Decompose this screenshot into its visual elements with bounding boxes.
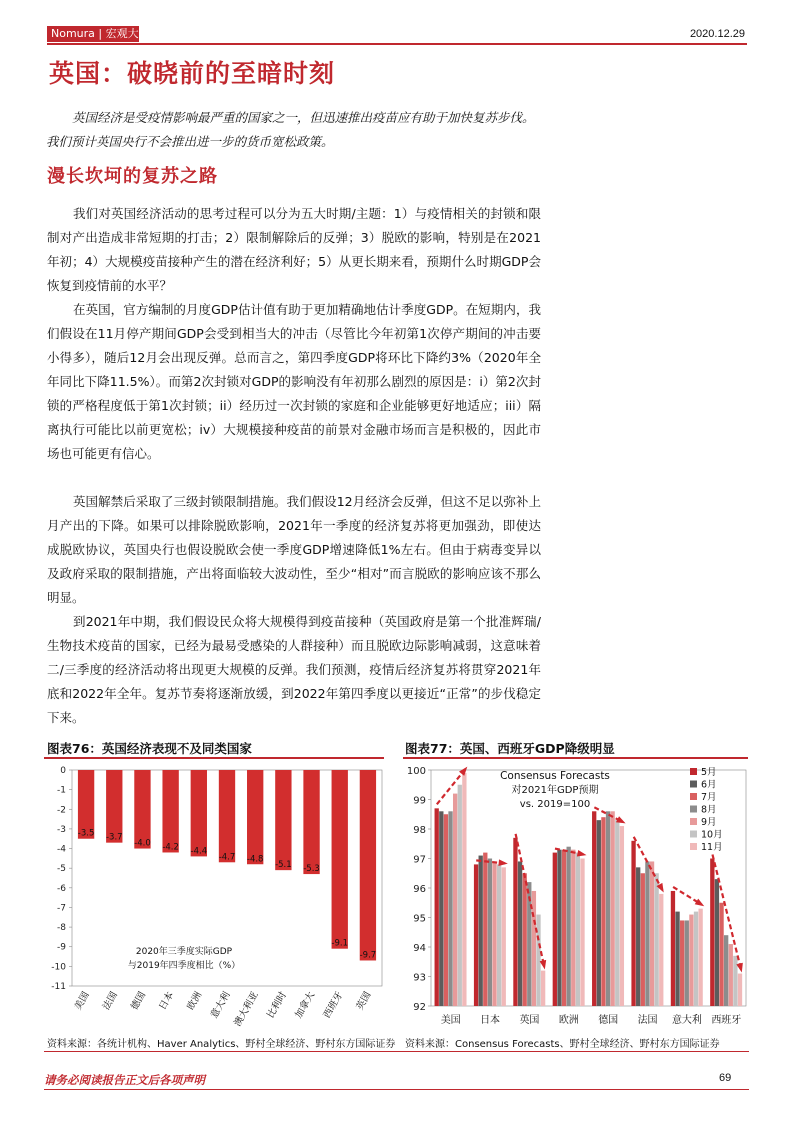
bar-法国-8月 xyxy=(645,861,649,1006)
bar-美国-7月 xyxy=(444,814,448,1006)
section-heading: 漫长坎坷的复苏之路 xyxy=(47,166,218,187)
x-tick-label: 加拿大 xyxy=(293,990,318,1021)
value-label: -5.1 xyxy=(275,860,292,871)
y-tick-label: 100 xyxy=(406,766,426,777)
y-tick-label: 99 xyxy=(413,795,426,807)
legend-swatch-11月 xyxy=(690,843,697,850)
figure76-title: 图表76：英国经济表现不及同类国家 xyxy=(47,741,252,756)
y-tick-label: 96 xyxy=(413,884,426,895)
bar-欧洲-11月 xyxy=(580,859,584,1007)
figure77-title: 图表77：英国、西班牙GDP降级明显 xyxy=(405,741,615,756)
y-tick-label: 92 xyxy=(413,1002,426,1013)
legend-label: 9月 xyxy=(701,817,717,828)
y-tick-label: -6 xyxy=(57,883,66,894)
x-tick-label: 欧洲 xyxy=(558,1015,579,1026)
bar-意大利-9月 xyxy=(689,915,693,1006)
bar-西班牙-7月 xyxy=(719,903,723,1006)
bar-西班牙-6月 xyxy=(715,879,719,1006)
figure76-chart xyxy=(44,760,384,1032)
bar-法国-7月 xyxy=(641,873,645,1006)
value-label: -3.5 xyxy=(77,828,95,839)
chart-annotation-line2: 与2019年四季度相比（%） xyxy=(127,961,241,971)
chart-annotation-line1: 2020年三季度实际GDP xyxy=(135,947,233,957)
bar-德国-8月 xyxy=(606,811,610,1006)
y-tick-label: -10 xyxy=(51,962,66,973)
x-tick-label: 法国 xyxy=(637,1015,658,1026)
chart-subtitle-line1: 对2021年GDP预期 xyxy=(511,785,599,796)
bar-英国-6月 xyxy=(518,861,522,1006)
bar-西班牙-5月 xyxy=(710,859,714,1007)
x-tick-label: 澳大利亚 xyxy=(232,990,261,1029)
x-tick-label: 法国 xyxy=(100,990,120,1012)
lead-summary: 英国经济是受疫情影响最严重的国家之一，但迅速推出疫苗应有助于加快复苏步伐。我们预计英国央行不会推出进一步的货币宽松政策。 xyxy=(46,110,535,149)
source-rule xyxy=(44,1051,749,1052)
bar-加拿大 xyxy=(303,770,319,874)
bar-西班牙 xyxy=(332,770,348,949)
paragraph-3: 英国解禁后采取了三级封锁限制措施。我们假设12月经济会反弹，但这不足以弥补上月产出的下降。如果可以排除脱欧影响，2021年一季度的经济复苏将更加强劲，即使达成脱欧协议，英国央行也假设脱欧会使一季度GDP增速降低1%左右。但由于病毒变异以及政府采取的限制措施，产出将面临较大波动性，至少“相对”而言脱欧的影响应该不那么明显。 xyxy=(47,494,541,605)
y-tick-label: -3 xyxy=(57,824,66,835)
page-header xyxy=(47,24,747,44)
bar-德国-5月 xyxy=(592,811,596,1006)
value-label: -3.7 xyxy=(105,832,123,843)
figure76-rule xyxy=(44,757,384,759)
value-label: -9.7 xyxy=(359,950,377,961)
bar-法国-6月 xyxy=(636,867,640,1006)
legend-swatch-7月 xyxy=(690,793,697,800)
legend-swatch-8月 xyxy=(690,806,697,813)
footer-rule xyxy=(44,1089,749,1090)
x-tick-label: 比利时 xyxy=(265,990,289,1021)
disclaimer-note: 请务必阅读报告正文后各项声明 xyxy=(44,1073,205,1087)
bar-日本-11月 xyxy=(502,867,506,1006)
legend-label: 8月 xyxy=(701,804,717,816)
bar-日本-10月 xyxy=(497,864,501,1006)
bar-澳大利亚 xyxy=(247,770,263,864)
bar-日本-7月 xyxy=(483,853,487,1006)
figure77-chart xyxy=(403,760,748,1032)
y-tick-label: 94 xyxy=(413,943,426,954)
bar-西班牙-11月 xyxy=(738,974,742,1006)
header-rule xyxy=(47,43,747,45)
figure77-source: 资料来源：Consensus Forecasts、野村全球经济、野村东方国际证券 xyxy=(405,1039,720,1050)
x-tick-label: 德国 xyxy=(598,1015,619,1026)
value-label: -9.1 xyxy=(331,938,349,949)
bar-日本-5月 xyxy=(474,864,478,1006)
report-date: 2020.12.29 xyxy=(689,28,745,40)
value-label: -4.8 xyxy=(246,854,264,865)
bar-美国-9月 xyxy=(453,794,457,1006)
brand-label: Nomura | 宏观大报告 xyxy=(47,26,139,42)
bar-意大利-11月 xyxy=(698,909,702,1006)
bar-意大利-5月 xyxy=(671,891,675,1006)
bar-英国-11月 xyxy=(541,971,545,1006)
y-tick-label: -7 xyxy=(57,903,66,914)
legend-swatch-6月 xyxy=(690,781,697,788)
bar-美国-10月 xyxy=(458,785,462,1006)
bar-德国-9月 xyxy=(610,811,614,1006)
bar-意大利-7月 xyxy=(680,920,684,1006)
y-tick-label: -4 xyxy=(57,844,66,855)
legend-swatch-5月 xyxy=(690,768,697,775)
x-tick-label: 德国 xyxy=(129,990,149,1012)
bar-法国-9月 xyxy=(650,861,654,1006)
bar-日本-6月 xyxy=(479,856,483,1006)
legend-label: 5月 xyxy=(701,767,717,778)
value-label: -4.0 xyxy=(134,838,151,849)
bar-法国-5月 xyxy=(631,841,635,1006)
y-tick-label: -2 xyxy=(57,805,66,816)
x-tick-label: 西班牙 xyxy=(711,1015,742,1026)
bar-欧洲-5月 xyxy=(553,853,557,1006)
legend-swatch-9月 xyxy=(690,818,697,825)
value-label: -4.7 xyxy=(218,852,236,863)
bar-德国-7月 xyxy=(601,817,605,1006)
x-tick-label: 日本 xyxy=(157,990,177,1012)
paragraph-1: 我们对英国经济活动的思考过程可以分为五大时期/主题：1）与疫情相关的封锁和限制对产出造成非常短期的打击；2）限制解除后的反弹；3）脱欧的影响，特别是在2021年初；4）大规模疫苗接种产生的潜在经济利好；5）从更长期来看，预期什么时期GDP会恢复到疫情前的水平？ xyxy=(47,206,541,293)
bar-德国-10月 xyxy=(615,820,619,1006)
bar-意大利 xyxy=(219,770,235,862)
x-tick-label: 美国 xyxy=(440,1015,461,1026)
bar-英国 xyxy=(360,770,376,960)
bar-欧洲-8月 xyxy=(567,847,571,1006)
figure77-rule xyxy=(403,757,748,759)
bar-日本-9月 xyxy=(492,861,496,1006)
paragraph-4: 到2021年中期，我们假设民众将大规模得到疫苗接种（英国政府是第一个批准辉瑞/生物技术疫苗的国家，已经为最易受感染的人群接种）而且脱欧边际影响减弱，这意味着二/三季度的经济活动将出现更大规模的反弹。我们预测，疫情后经济复苏将贯穿2021年底和2022年全年。复苏节奏将逐渐放缓，到2022年第四季度以更接近“正常”的步伐稳定下来。 xyxy=(47,614,541,725)
legend-swatch-10月 xyxy=(690,831,697,838)
y-tick-label: 97 xyxy=(413,854,426,866)
bar-德国 xyxy=(134,770,150,849)
bar-美国-5月 xyxy=(435,808,439,1006)
bar-德国-11月 xyxy=(620,826,624,1006)
y-tick-label: -9 xyxy=(57,942,66,953)
value-label: -4.4 xyxy=(190,846,208,857)
bar-德国-6月 xyxy=(597,820,601,1006)
trend-arrowhead-日本 xyxy=(498,859,507,866)
x-tick-label: 美国 xyxy=(72,990,92,1012)
bar-法国-10月 xyxy=(654,873,658,1006)
legend-label: 11月 xyxy=(701,842,723,853)
trend-arrowhead-欧洲 xyxy=(577,850,587,857)
y-tick-label: -11 xyxy=(51,982,66,992)
bar-意大利-8月 xyxy=(685,920,689,1006)
y-tick-label: 93 xyxy=(413,972,426,984)
bar-美国-11月 xyxy=(462,773,466,1006)
bar-比利时 xyxy=(275,770,291,870)
bar-西班牙-10月 xyxy=(733,956,737,1006)
bar-法国-11月 xyxy=(659,894,663,1006)
value-label: -4.2 xyxy=(162,842,179,853)
x-tick-label: 意大利 xyxy=(671,1015,702,1026)
x-tick-label: 英国 xyxy=(519,1015,540,1026)
value-label: -5.3 xyxy=(303,864,320,875)
bar-意大利-6月 xyxy=(675,912,679,1006)
y-tick-label: 98 xyxy=(413,825,426,836)
trend-arrowhead-德国 xyxy=(616,816,626,823)
bar-欧洲-10月 xyxy=(576,853,580,1006)
page-number: 69 xyxy=(719,1072,732,1084)
paragraph-2: 在英国，官方编制的月度GDP估计值有助于更加精确地估计季度GDP。在短期内，我们假设在11月停产期间GDP会受到相当大的冲击（尽管比今年初第1次停产期间的冲击要小得多），随后12月会出现反弹。总而言之，第四季度GDP将环比下降约3%（2020年全年同比下降11.5%）。而第2次封锁对GDP的影响没有年初那么剧烈的原因是：i）第2次封锁的严格程度低于第1次封锁；ii）经历过一次封锁的家庭和企业能够更好地适应；iii）隔离执行可能比以前更宽松；iv）大规模接种疫苗的前景对金融市场而言是积极的，因此市场也可能更有信心。 xyxy=(47,302,541,461)
bar-欧洲-9月 xyxy=(571,850,575,1006)
bar-英国-5月 xyxy=(513,838,517,1006)
x-tick-label: 日本 xyxy=(480,1015,501,1026)
chart-title: Consensus Forecasts xyxy=(500,770,610,782)
y-tick-label: 95 xyxy=(413,913,426,925)
bar-西班牙-9月 xyxy=(729,944,733,1006)
x-tick-label: 意大利 xyxy=(208,990,233,1021)
x-tick-label: 西班牙 xyxy=(321,990,346,1021)
legend-label: 10月 xyxy=(701,829,723,841)
page-title: 英国：破晓前的至暗时刻 xyxy=(49,59,336,88)
bar-欧洲-6月 xyxy=(557,850,561,1006)
legend-label: 7月 xyxy=(701,792,717,803)
x-tick-label: 英国 xyxy=(354,990,374,1012)
y-tick-label: 0 xyxy=(60,766,66,776)
bar-欧洲 xyxy=(191,770,207,856)
bar-欧洲-7月 xyxy=(562,850,566,1006)
bar-意大利-10月 xyxy=(694,912,698,1006)
bar-西班牙-8月 xyxy=(724,935,728,1006)
bar-日本 xyxy=(162,770,178,852)
y-tick-label: -5 xyxy=(57,864,66,875)
y-tick-label: -8 xyxy=(57,923,66,934)
trend-arrowhead-意大利 xyxy=(695,899,705,907)
bar-美国-6月 xyxy=(439,811,443,1006)
legend-label: 6月 xyxy=(701,779,717,791)
bar-日本-8月 xyxy=(488,859,492,1007)
y-tick-label: -1 xyxy=(57,785,66,796)
bar-美国-8月 xyxy=(448,811,452,1006)
chart-subtitle-line2: vs. 2019=100 xyxy=(519,799,591,810)
bar-英国-7月 xyxy=(523,873,527,1006)
x-tick-label: 欧洲 xyxy=(185,990,205,1012)
figure76-source: 资料来源：各统计机构、Haver Analytics、野村全球经济、野村东方国际证券 xyxy=(47,1039,396,1050)
